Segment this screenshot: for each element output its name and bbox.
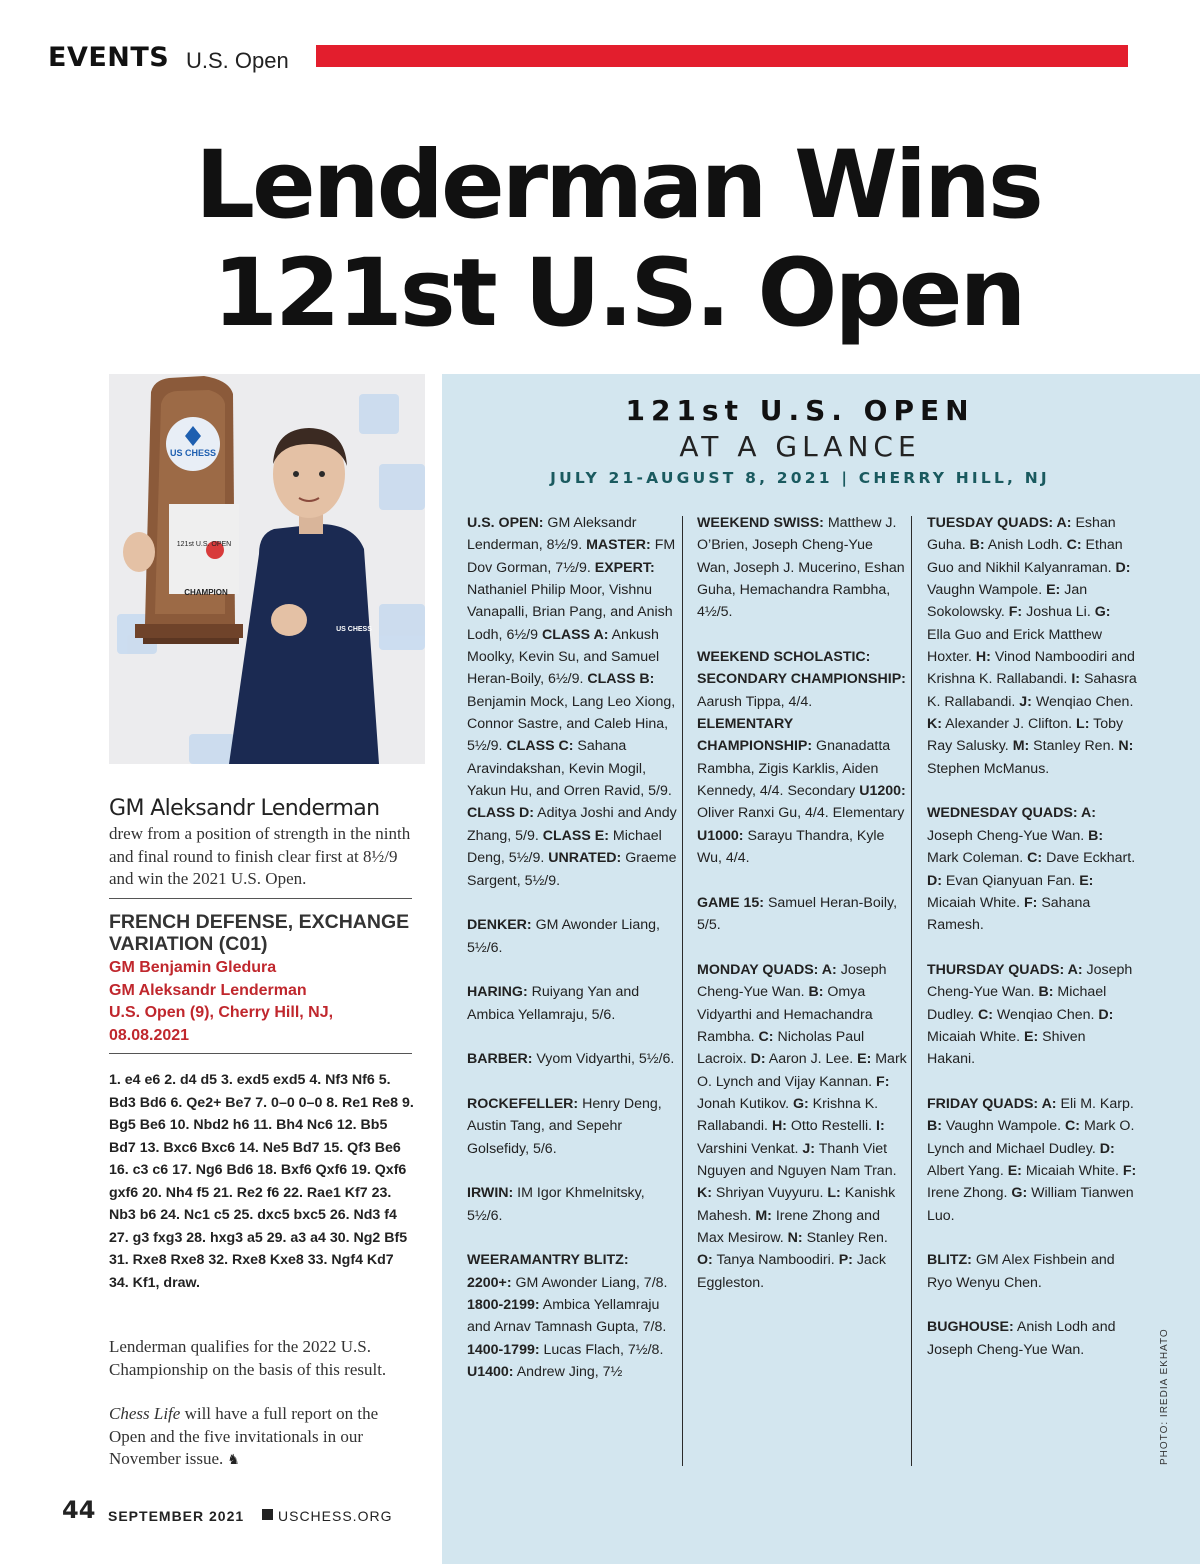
result-winners: Alexander J. Clifton. (941, 716, 1077, 733)
result-category: D: (1098, 1006, 1114, 1023)
report-note (109, 1403, 419, 1473)
result-category: E: (1046, 582, 1061, 599)
result-winners: Samuel Heran-Boily, 5/5. (697, 894, 898, 934)
result-winners: Nathaniel Philip Moor, Vishnu Vanapalli, Brian Pang, and Anish Lodh, 6½/9 (467, 582, 673, 643)
result-winners: Sahasra K. Rallabandi. (927, 671, 1137, 710)
result-category: U1000: (697, 827, 744, 844)
result-winners: Eshan Guha. (927, 515, 1116, 554)
jacket-logo-text: US CHESS (336, 626, 372, 633)
result-category: E: (1023, 1028, 1039, 1045)
results-block (927, 512, 1137, 780)
result-category: B: (1088, 827, 1104, 844)
result-category: UNRATED: (548, 850, 622, 867)
result-winners: Anish Lodh. (984, 537, 1067, 554)
result-category: IRWIN: (467, 1185, 514, 1202)
results-block (927, 1093, 1137, 1227)
result-winners: Stephen McManus. (927, 760, 1050, 777)
result-category: F: (1122, 1162, 1137, 1179)
result-winners: Michael Dudley. (927, 984, 1107, 1023)
results-block (927, 1316, 1137, 1361)
result-category: I: (1071, 671, 1080, 688)
result-category: H: (771, 1118, 787, 1135)
headline-line-2: 121st U.S. Open (212, 239, 1024, 348)
result-winners: Micaiah White. (927, 1028, 1024, 1045)
result-category: ELEMENTARY CHAMPIONSHIP: (697, 716, 813, 755)
game-black-player: GM Aleksandr Lenderman (109, 981, 307, 999)
result-winners: GM Alex Fishbein and Ryo Wenyu Chen. (927, 1252, 1115, 1291)
footer-issue-date: SEPTEMBER 2021 (108, 1508, 245, 1524)
results-block (697, 959, 907, 1294)
result-category: WEERAMANTRY BLITZ: 2200+: (467, 1252, 629, 1291)
result-winners: Andrew Jing, 7½ (513, 1364, 623, 1381)
result-category: E: (1079, 872, 1094, 889)
result-category: M: (755, 1207, 772, 1224)
result-winners: Shiven Hakani. (927, 1028, 1086, 1068)
result-winners: Ruiyang Yan and Ambica Yellamraju, 5/6. (467, 984, 640, 1023)
result-winners: Jack Eggleston. (697, 1252, 886, 1291)
result-category: B: (969, 537, 985, 554)
caption-name: GM Aleksandr Lenderman (109, 796, 380, 821)
divider (109, 898, 412, 899)
game-white-player: GM Benjamin Gledura (109, 959, 277, 976)
results-column-3 (927, 512, 1137, 1383)
result-winners: Mark O. Lynch and Vijay Kannan. (697, 1051, 907, 1090)
result-category: BLITZ: (927, 1252, 972, 1269)
champion-photo (109, 374, 425, 764)
footer-separator (262, 1509, 273, 1520)
result-category: D: (1099, 1140, 1115, 1157)
result-winners: Ethan Guo and Nikhil Kalyanraman. (927, 537, 1123, 576)
result-category: K: (927, 716, 942, 733)
result-category: E: (857, 1051, 872, 1068)
result-category: K: (697, 1185, 712, 1202)
result-category: CLASS B: (587, 671, 655, 688)
result-winners: Vaughn Wampole. (941, 1118, 1066, 1135)
results-block (467, 512, 677, 892)
result-category: F: (876, 1073, 890, 1090)
result-category: F: (1023, 894, 1038, 911)
results-block (467, 981, 677, 1026)
result-winners: Ella Guo and Erick Matthew Hoxter. (927, 626, 1103, 666)
trophy-logo-text: US CHESS (169, 448, 217, 458)
result-winners: Mark O. Lynch and Michael Dudley. (927, 1118, 1135, 1157)
result-winners: Benjamin Mock, Lang Leo Xiong, Connor Sastre, and Caleb Hina, 5½/9. (467, 693, 676, 755)
game-event: U.S. Open (9), Cherry Hill, NJ, (109, 1004, 334, 1021)
page-footer (62, 1496, 442, 1524)
result-category: BUGHOUSE: (927, 1319, 1014, 1336)
game-date: 08.08.2021 (109, 1026, 190, 1044)
result-winners: Sarayu Thandra, Kyle Wu, 4/4. (697, 827, 885, 867)
result-category: C: (758, 1028, 774, 1045)
results-block (467, 1048, 677, 1070)
result-winners: Thanh Viet Nguyen and Nguyen Nam Tran. (697, 1140, 897, 1179)
result-winners: Micaiah White. (1021, 1162, 1123, 1179)
at-a-glance-box (442, 374, 1200, 1564)
results-block (927, 959, 1137, 1071)
result-winners: Eli M. Karp. (1056, 1095, 1134, 1112)
result-category: TUESDAY QUADS: A: (927, 515, 1072, 531)
result-winners: Sahana Ramesh. (927, 894, 1091, 934)
result-winners: Lucas Flach, 7½/8. (539, 1341, 664, 1358)
photo-credit: PHOTO: IREDIA EKHATO (1159, 1328, 1170, 1465)
result-winners: Henry Deng, Austin Tang, and Sepehr Golsefidy, 5/6. (467, 1095, 662, 1157)
footer-website: USCHESS.ORG (278, 1508, 393, 1524)
section-label: EVENTS (48, 42, 170, 73)
result-winners: Gnanadatta Rambha, Zigis Karklis, Aiden Kennedy, 4/4. Secondary (697, 738, 891, 800)
result-category: L: (1076, 716, 1090, 733)
result-category: EXPERT: (594, 559, 655, 576)
result-winners: William Tianwen Luo. (927, 1185, 1134, 1224)
result-winners: Evan Qianyuan Fan. (941, 872, 1080, 889)
result-winners: GM Awonder Liang, 5½/6. (467, 917, 660, 956)
result-winners: Aaron J. Lee. (765, 1051, 858, 1068)
section-header (48, 40, 1128, 76)
result-category: THURSDAY QUADS: A: (927, 961, 1083, 978)
results-block (467, 914, 677, 959)
results-block (697, 646, 907, 869)
result-category: B: (1038, 984, 1054, 1001)
result-winners: GM Aleksandr Lenderman, 8½/9. (467, 515, 637, 554)
glance-subtitle: AT A GLANCE (679, 430, 921, 463)
result-category: CLASS E: (542, 827, 609, 844)
result-category: D: (1115, 559, 1131, 576)
result-winners: Varshini Venkat. (697, 1140, 803, 1157)
result-category: MASTER: (586, 537, 651, 554)
result-winners: Omya Vidyarthi and Hemachandra Rambha. (697, 984, 873, 1045)
result-winners: Dave Eckhart. (1042, 850, 1136, 867)
result-category: C: (978, 1006, 993, 1023)
result-winners: Albert Yang. (927, 1162, 1008, 1179)
result-category: G: (1094, 604, 1111, 621)
result-category: D: (750, 1051, 766, 1068)
result-winners: Otto Restelli. (786, 1118, 877, 1135)
result-winners: Wenqiao Chen. (1031, 693, 1134, 710)
result-winners: Jan Sokolowsky. (927, 582, 1088, 621)
result-winners: Ambica Yellamraju and Arnav Tamnash Gupta, 7/8. (467, 1297, 667, 1336)
results-block (927, 802, 1137, 936)
result-category: MONDAY QUADS: A: (697, 961, 837, 978)
headline (0, 132, 1200, 348)
result-category: ROCKEFELLER: (467, 1095, 579, 1112)
result-winners: Joseph Cheng-Yue Wan. (927, 961, 1133, 1001)
result-category: CLASS A: (541, 626, 609, 643)
result-winners: Anish Lodh and Joseph Cheng-Yue Wan. (927, 1319, 1116, 1358)
trophy-plaque-text: 121st U.S. OPEN (176, 541, 232, 548)
glance-dates: JULY 21-AUGUST 8, 2021 | CHERRY HILL, NJ (550, 469, 1050, 487)
result-category: GAME 15: (697, 894, 765, 911)
result-category: DENKER: (467, 917, 532, 934)
result-category: 1800-2199: (467, 1297, 540, 1314)
result-winners: Vaughn Wampole. (927, 582, 1047, 599)
result-category: P: (838, 1252, 853, 1269)
result-category: C: (1066, 537, 1082, 554)
column-divider (682, 516, 683, 1466)
results-block (697, 892, 907, 937)
result-winners: Graeme Sargent, 5½/9. (467, 850, 677, 889)
result-category: C: (1065, 1118, 1080, 1135)
result-category: J: (1019, 693, 1032, 710)
result-category: CLASS C: (506, 738, 574, 755)
column-divider (911, 516, 912, 1466)
result-winners: GM Awonder Liang, 7/8. (511, 1274, 668, 1291)
result-category: WEEKEND SWISS: (697, 515, 824, 531)
result-winners: Irene Zhong. (927, 1185, 1012, 1202)
result-winners: Irene Zhong and Max Mesirow. (697, 1207, 880, 1246)
result-category: N: (787, 1230, 803, 1246)
result-winners: Sahana Aravindakshan, Kevin Mogil, Yakun Hu, and Orren Ravid, 5/9. (467, 738, 672, 800)
result-winners: Vinod Namboodiri and Krishna K. Rallabandi. (927, 649, 1135, 688)
divider (109, 1053, 412, 1054)
result-category: CLASS D: (467, 805, 534, 822)
caption-text: drew from a position of strength in the ninth and final round to finish clear first at 8½/9 and win the 2021 U.S. Open. (109, 824, 411, 888)
result-winners: IM Igor Khmelnitsky, 5½/6. (467, 1185, 645, 1224)
result-category: U.S. OPEN: (467, 515, 544, 531)
result-winners: Vyom Vidyarthi, 5½/6. (532, 1051, 675, 1068)
result-category: I: (876, 1118, 885, 1135)
result-winners: Aditya Joshi and Andy Zhang, 5/9. (467, 805, 677, 844)
result-category: G: (1011, 1185, 1028, 1202)
game-header (109, 957, 419, 1047)
result-winners: Michael Deng, 5½/9. (467, 827, 662, 867)
result-winners: Krishna K. Rallabandi. (697, 1095, 879, 1135)
result-winners: Kanishk Mahesh. (697, 1185, 896, 1224)
qualification-note: Lenderman qualifies for the 2022 U.S. Championship on the basis of this result. (109, 1337, 387, 1379)
result-winners: Micaiah White. (927, 894, 1024, 911)
uschess-knight-icon: ♞ (227, 1453, 240, 1468)
result-winners: Nicholas Paul Lacroix. (697, 1028, 865, 1068)
result-category: WEDNESDAY QUADS: A: (927, 805, 1096, 822)
result-category: L: (827, 1185, 841, 1202)
results-block (467, 1093, 677, 1160)
result-category: B: (927, 1118, 942, 1135)
result-winners: Matthew J. O’Brien, Joseph Cheng-Yue Wan, Joseph J. Mucerino, Eshan Guha, Hemachandra Rambha, 4½/5. (697, 515, 905, 621)
result-winners: Mark Coleman. (927, 850, 1028, 867)
result-category: B: (808, 984, 824, 1001)
result-category: BARBER: (467, 1051, 533, 1068)
trophy-champion-text: CHAMPION (184, 588, 228, 597)
result-winners: Ankush Moolky, Kevin Su, and Samuel Heran-Boily, 6½/9. (467, 626, 660, 688)
game-moves: 1. e4 e6 2. d4 d5 3. exd5 exd5 4. Nf3 Nf6 5. Bd3 Bd6 6. Qe2+ Be7 7. 0–0 0–0 8. Re1 Re8 9. Bg5 Be6 10. Nbd2 h6 11. Bh4 Nc6 12. Bb5 Bd7 13. Bxc6 Bxc6 14. Ne5 Bd7 15. Qf3 Be6 16. c3 c6 17. Ng6 Bd6 18. Bxf6 Qxf6 19. Qxf6 gxf6 20. Nh4 f5 21. Re2 f6 22. Rae1 Kf7 23. Nb3 b6 24. Nc1 c5 25. dxc5 bxc5 26. Nd3 f4 27. g3 fxg3 28. hxg3 a5 29. a3 a4 30. Ng2 Bf5 31. Rxe8 Rxe8 32. Rxe8 Kxe8 33. Ngf4 Kd7 34. Kf1, draw. (109, 1072, 414, 1291)
result-category: FRIDAY QUADS: A: (927, 1095, 1057, 1112)
results-block (697, 512, 907, 624)
page-number: 44 (62, 1496, 96, 1524)
result-winners: Shriyan Vuyyuru. (711, 1185, 828, 1202)
result-category: N: (1118, 738, 1134, 755)
result-winners: Wenqiao Chen. (992, 1006, 1099, 1023)
result-winners: Stanley Ren. (1029, 738, 1119, 755)
result-category: C: (1027, 850, 1043, 867)
result-category: J: (802, 1140, 816, 1157)
result-winners: Joshua Li. (1022, 604, 1095, 621)
result-winners: Tanya Namboodiri. (712, 1252, 839, 1269)
results-block (927, 1249, 1137, 1294)
result-category: HARING: (467, 984, 528, 1001)
result-winners: Jonah Kutikov. (697, 1095, 793, 1112)
result-winners: Aarush Tippa, 4/4. (697, 693, 813, 710)
result-winners: FM Dov Gorman, 7½/9. (467, 537, 676, 576)
result-category: G: (792, 1095, 809, 1112)
result-winners: Stanley Ren. (802, 1230, 888, 1246)
results-block (467, 1182, 677, 1227)
results-column-1 (467, 512, 677, 1406)
result-winners: Oliver Ranxi Gu, 4/4. Elementary (697, 805, 905, 822)
section-sublabel: U.S. Open (186, 48, 289, 73)
result-winners: Joseph Cheng-Yue Wan. (927, 827, 1089, 844)
headline-line-1: Lenderman Wins (195, 131, 1041, 240)
results-block (467, 1249, 677, 1383)
report-text: will have a full report on the Open and the five invitationals in our November issue. (109, 1404, 379, 1468)
magazine-name: Chess Life (109, 1404, 181, 1423)
result-winners: Toby Ray Salusky. (927, 716, 1124, 755)
header-accent-bar (316, 45, 1128, 67)
result-category: WEEKEND SCHOLASTIC: SECONDARY CHAMPIONSHIP: (697, 649, 906, 688)
glance-title: 121st U.S. OPEN (625, 394, 975, 427)
result-winners: Joseph Cheng-Yue Wan. (697, 961, 887, 1001)
result-category: E: (1007, 1162, 1022, 1179)
result-category: 1400-1799: (467, 1341, 540, 1358)
result-category: O: (697, 1252, 713, 1269)
result-category: D: (927, 872, 942, 889)
result-category: M: (1012, 738, 1030, 755)
result-category: U1200: (859, 783, 906, 800)
result-category: H: (975, 649, 991, 666)
result-category: U1400: (467, 1364, 514, 1381)
result-category: F: (1008, 604, 1023, 621)
game-opening-title: FRENCH DEFENSE, EXCHANGE VARIATION (C01) (109, 911, 410, 955)
results-column-2 (697, 512, 907, 1316)
